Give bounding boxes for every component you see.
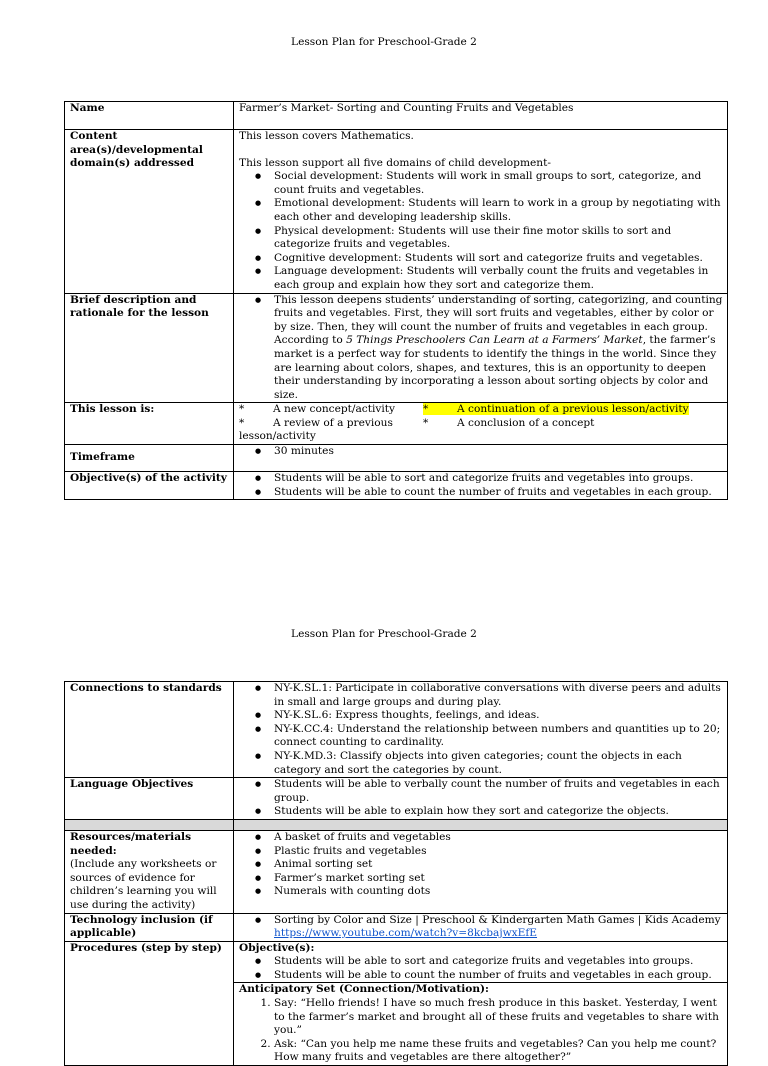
list-item: ● Emotional development: Students will learn to work in a group by negotiating with each other and developing leadership skills.: [274, 197, 723, 224]
procedures-label: Procedures (step by step): [65, 941, 234, 1065]
list-item: ● Cognitive development: Students will sort and categorize fruits and vegetables.: [274, 252, 723, 266]
option-continuation: A continuation of a previous lesson/activity: [457, 403, 689, 416]
resources-cell: [234, 830, 728, 913]
list-item: ● A basket of fruits and vegetables: [274, 831, 723, 845]
list-item: ● NY-K.SL.6: Express thoughts, feelings, and ideas.: [274, 709, 723, 723]
list-item: ● Students will be able to sort and categorize fruits and vegetables into groups.: [274, 955, 723, 969]
row-timeframe: [65, 445, 728, 472]
list-item: ● Students will be able to verbally count the number of fruits and vegetables in each group.: [274, 778, 723, 805]
list-item: ● Students will be able to explain how they sort and categorize the objects.: [274, 805, 723, 819]
option-marker: *: [423, 416, 429, 429]
list-item: ● Language development: Students will verbally count the fruits and vegetables in each group and explain how they sort and categorize them.: [274, 265, 723, 292]
content-domains-list: [239, 170, 723, 292]
anticipatory-heading: Anticipatory Set (Connection/Motivation):: [239, 983, 489, 996]
language-objectives-cell: [234, 778, 728, 820]
procedures-objective-heading: Objective(s):: [239, 941, 315, 954]
lesson-type-label: This lesson is:: [65, 403, 234, 445]
brief-description-text: ● This lesson deepens students’ understanding of sorting, categorizing, and counting fruits and vegetables. First, they will sort fruits and vegetables, either by color or by size. Then, they will count the number of fruits and vegetables in each group. According to 5 Things Preschoolers Can Learn at a Farmers’ Market, the farmer’s market is a perfect way for students to identify the things in the world. Since they are learning about colors, shapes, and textures, this is an opportunity to deepen their understanding by incorporating a lesson about sorting objects by color and size.: [274, 294, 723, 403]
option-continuation-highlighted: [423, 403, 689, 415]
list-item: ● Animal sorting set: [274, 858, 723, 872]
list-item: ● Students will be able to count the number of fruits and vegetables in each group.: [274, 969, 723, 983]
lesson-plan-table-2: [64, 681, 728, 1066]
row-language-objectives: [65, 778, 728, 820]
lesson-type-cell: [234, 403, 728, 445]
list-item: ● NY-K.MD.3: Classify objects into given categories; count the objects in each category and sort the categories by count.: [274, 750, 723, 777]
video-title: Sorting by Color and Size | Preschool & Kindergarten Math Games | Kids Academy: [274, 913, 721, 926]
content-intro: This lesson covers Mathematics.: [239, 130, 414, 142]
option-marker: *: [239, 403, 245, 416]
list-item: ● Plastic fruits and vegetables: [274, 845, 723, 859]
video-link[interactable]: https://www.youtube.com/watch?v=8kcbajwxEfE: [274, 927, 538, 940]
list-item: ● Numerals with counting dots: [274, 885, 723, 899]
resources-label: Resources/materials needed:: [70, 830, 192, 857]
row-brief-description: [65, 293, 728, 403]
row-content-area: [65, 130, 728, 294]
running-header: Lesson Plan for Preschool-Grade 2: [291, 36, 477, 48]
list-item: 2. Ask: “Can you help me name these fruits and vegetables? Can you help me count? How many fruits and vegetables are there altogether?”: [274, 1038, 723, 1065]
row-name: [65, 102, 728, 130]
content-domains-intro: This lesson support all five domains of child development-: [239, 156, 551, 169]
list-item: ● NY-K.CC.4: Understand the relationship between numbers and quantities up to 20; connect counting to cardinality.: [274, 723, 723, 750]
anticipatory-set-cell: [234, 983, 728, 1066]
row-lesson-type: [65, 403, 728, 445]
running-header-page-2: Lesson Plan for Preschool-Grade 2: [291, 628, 477, 640]
option-conclusion: A conclusion of a concept: [457, 416, 595, 429]
resources-sublabel: (Include any worksheets or sources of evidence for children’s learning you will use during the activity): [70, 858, 217, 911]
resources-label-cell: [65, 830, 234, 913]
technology-label: Technology inclusion (if applicable): [65, 913, 234, 941]
row-resources: [65, 830, 728, 913]
list-item: ● Physical development: Students will use their fine motor skills to sort and categorize fruits and vegetables.: [274, 225, 723, 252]
procedures-objectives-cell: [234, 941, 728, 983]
option-new-concept: A new concept/activity: [273, 403, 395, 416]
objectives-label: Objective(s) of the activity: [65, 472, 234, 500]
list-item: ● Farmer’s market sorting set: [274, 872, 723, 886]
grey-divider-cell: [65, 819, 234, 830]
list-item: ● Students will be able to sort and categorize fruits and vegetables into groups.: [274, 472, 723, 486]
row-grey-divider: [65, 819, 728, 830]
option-marker: *: [423, 403, 429, 416]
option-marker: *: [239, 416, 245, 429]
lesson-plan-table-1: [64, 101, 728, 500]
technology-item: [274, 914, 723, 941]
list-item: ● Social development: Students will work in small groups to sort, categorize, and count fruits and vegetables.: [274, 170, 723, 197]
standards-label: Connections to standards: [65, 682, 234, 778]
brief-description-cell: [234, 293, 728, 403]
option-review: A review of a previous: [273, 416, 393, 429]
article-title: 5 Things Preschoolers Can Learn at a Farmers’ Market: [346, 334, 643, 347]
option-review-continued: lesson/activity: [239, 430, 316, 443]
content-area-cell: [234, 130, 728, 294]
timeframe-label: Timeframe: [65, 445, 234, 472]
objectives-cell: [234, 472, 728, 500]
list-item: ● Students will be able to count the number of fruits and vegetables in each group.: [274, 486, 723, 500]
row-standards: [65, 682, 728, 778]
row-objectives: [65, 472, 728, 500]
language-objectives-label: Language Objectives: [65, 778, 234, 820]
timeframe-cell: [234, 445, 728, 472]
name-label: Name: [65, 102, 234, 130]
row-procedures: [65, 941, 728, 983]
content-area-label: Content area(s)/developmental domain(s) addressed: [65, 130, 234, 294]
brief-description-label: Brief description and rationale for the lesson: [65, 293, 234, 403]
standards-cell: [234, 682, 728, 778]
list-item: 1. Say: “Hello friends! I have so much fresh produce in this basket. Yesterday, I went to the farmer’s market and brought all of these fruits and vegetables to share with you.”: [274, 997, 723, 1038]
list-item: ● NY-K.SL.1: Participate in collaborative conversations with diverse peers and adults in small and large groups and during play.: [274, 682, 723, 709]
name-value: Farmer’s Market- Sorting and Counting Fruits and Vegetables: [234, 102, 728, 130]
anticipatory-steps: [239, 997, 723, 1065]
timeframe-value: ● 30 minutes: [274, 445, 723, 459]
grey-divider-cell: [234, 819, 728, 830]
row-technology: [65, 913, 728, 941]
technology-cell: [234, 913, 728, 941]
